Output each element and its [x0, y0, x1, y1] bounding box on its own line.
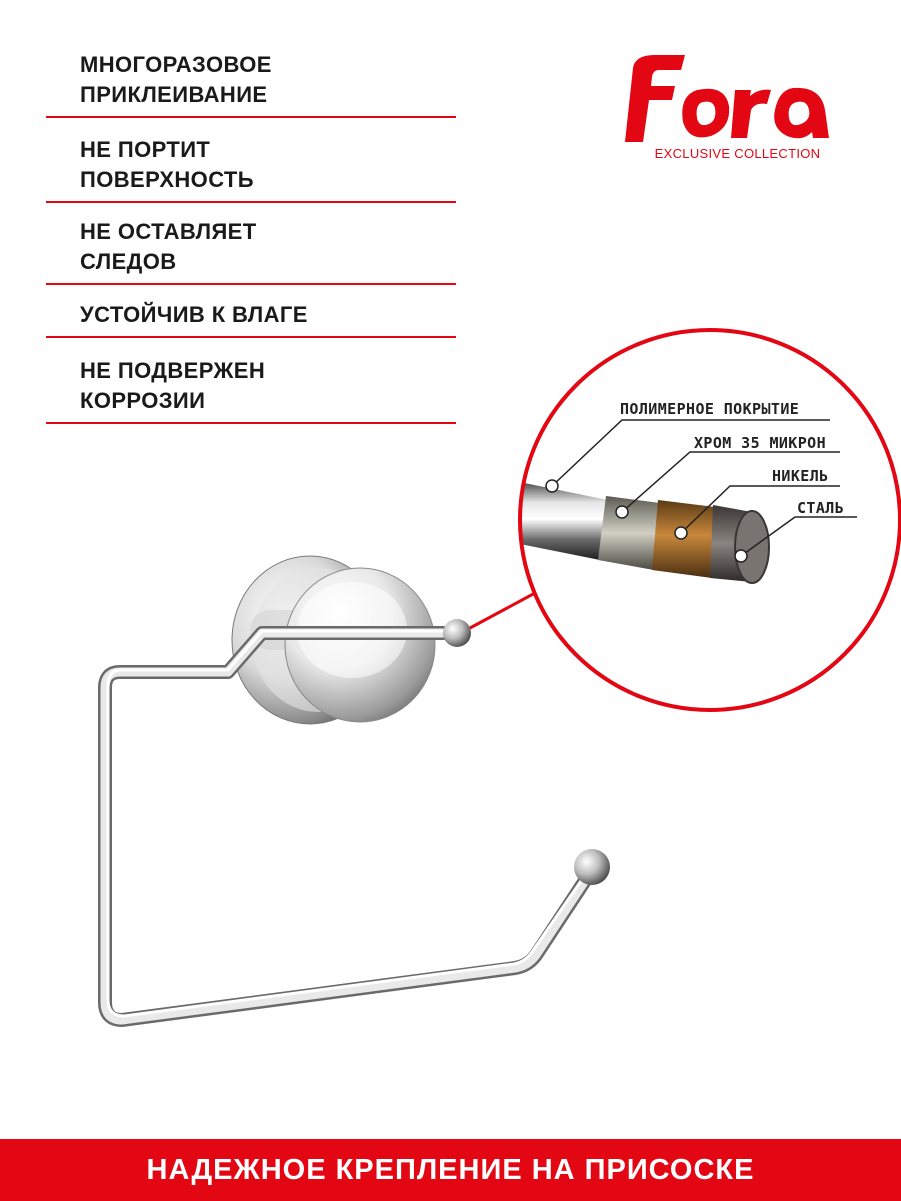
feature-line-1: НЕ ОСТАВЛЯЕТ — [80, 219, 257, 244]
feature-line-1: НЕ ПОДВЕРЖЕН — [80, 358, 266, 383]
logo-subtitle: EXCLUSIVE COLLECTION — [654, 146, 821, 161]
layer-label-chrome: ХРОМ 35 МИКРОН — [694, 434, 827, 452]
rod-end-ball — [443, 619, 471, 647]
cross-section-magnifier — [500, 330, 900, 710]
layer-label-polymer: ПОЛИМЕРНОЕ ПОКРЫТИЕ — [620, 400, 800, 418]
rod-tip-ball — [574, 849, 610, 885]
bottom-banner — [0, 1139, 901, 1201]
feature-line-1: НЕ ПОРТИТ — [80, 137, 211, 162]
feature-line-2: ПРИКЛЕИВАНИЕ — [80, 82, 268, 107]
layer-label-steel: СТАЛЬ — [797, 499, 845, 517]
feature-line-1: МНОГОРАЗОВОЕ — [80, 52, 272, 77]
feature-line-2: КОРРОЗИИ — [80, 388, 206, 413]
feature-line-2: ПОВЕРХНОСТЬ — [80, 167, 254, 192]
feature-line-2: СЛЕДОВ — [80, 249, 177, 274]
banner-text: НАДЕЖНОЕ КРЕПЛЕНИЕ НА ПРИСОСКЕ — [146, 1153, 755, 1186]
feature-line-1: УСТОЙЧИВ К ВЛАГЕ — [80, 302, 308, 327]
layer-label-nickel: НИКЕЛЬ — [772, 467, 829, 485]
pointer-line — [470, 593, 535, 628]
